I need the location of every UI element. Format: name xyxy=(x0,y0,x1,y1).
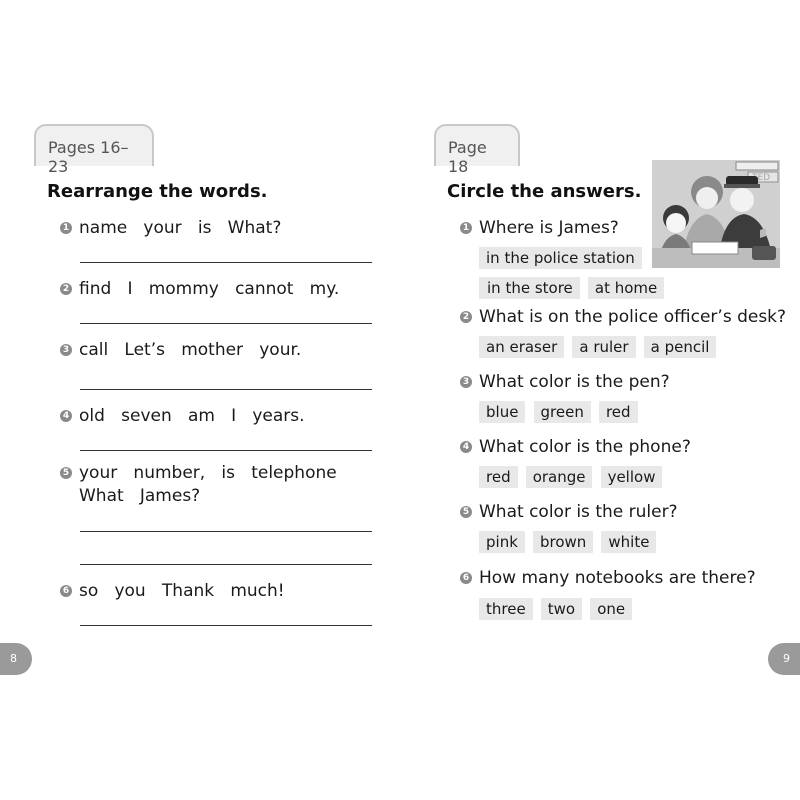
item-number: 5 xyxy=(60,467,72,479)
answer-option[interactable]: pink xyxy=(479,531,525,553)
right-page-heading: Circle the answers. xyxy=(447,181,642,202)
scrambled-words: old seven am I years. xyxy=(79,406,305,426)
answer-option[interactable]: three xyxy=(479,598,533,620)
answer-line[interactable] xyxy=(80,323,372,324)
item-number: 6 xyxy=(60,585,72,597)
answer-line[interactable] xyxy=(80,262,372,263)
answer-line[interactable] xyxy=(80,450,372,451)
answer-options xyxy=(479,401,641,423)
answer-options xyxy=(479,466,665,488)
answer-line[interactable] xyxy=(80,564,372,565)
question-number: 1 xyxy=(460,222,472,234)
answer-options xyxy=(479,531,659,553)
question-number: 6 xyxy=(460,572,472,584)
rearrange-item xyxy=(60,217,380,267)
answer-option[interactable]: a ruler xyxy=(572,336,635,358)
scrambled-words: name your is What? xyxy=(79,218,282,238)
answer-options xyxy=(479,247,645,269)
page-number-right: 9 xyxy=(768,643,800,675)
answer-option[interactable]: green xyxy=(534,401,591,423)
question-text: What color is the pen? xyxy=(479,372,670,392)
item-number: 3 xyxy=(60,344,72,356)
question-number: 3 xyxy=(460,376,472,388)
right-page-tab xyxy=(434,124,520,176)
answer-line[interactable] xyxy=(80,389,372,390)
answer-option[interactable]: an eraser xyxy=(479,336,564,358)
left-page-tab-label: Pages 16–23 xyxy=(48,138,129,176)
answer-option[interactable]: white xyxy=(601,531,656,553)
scrambled-words: find I mommy cannot my. xyxy=(79,279,340,299)
answer-options xyxy=(479,598,635,620)
answer-option[interactable]: in the store xyxy=(479,277,580,299)
question-text: How many notebooks are there? xyxy=(479,568,756,588)
answer-option[interactable]: red xyxy=(599,401,638,423)
item-number: 1 xyxy=(60,222,72,234)
right-page-tab-label: Page 18 xyxy=(448,138,487,176)
question-text: What color is the phone? xyxy=(479,437,691,457)
answer-option[interactable]: in the police station xyxy=(479,247,642,269)
rearrange-item xyxy=(60,462,380,512)
left-page-heading: Rearrange the words. xyxy=(47,181,268,202)
answer-option[interactable]: brown xyxy=(533,531,593,553)
answer-options xyxy=(479,336,719,358)
rearrange-item xyxy=(60,278,380,328)
scrambled-words: so you Thank much! xyxy=(79,581,285,601)
answer-option[interactable]: at home xyxy=(588,277,664,299)
answer-option[interactable]: yellow xyxy=(601,466,663,488)
answer-option[interactable]: a pencil xyxy=(644,336,717,358)
question-text: Where is James? xyxy=(479,218,619,238)
answer-line[interactable] xyxy=(80,625,372,626)
answer-options xyxy=(479,277,667,299)
question-number: 5 xyxy=(460,506,472,518)
scrambled-words: call Let’s mother your. xyxy=(79,340,302,360)
answer-line[interactable] xyxy=(80,531,372,532)
rearrange-item xyxy=(60,580,380,630)
answer-option[interactable]: two xyxy=(541,598,582,620)
answer-option[interactable]: red xyxy=(479,466,518,488)
answer-option[interactable]: orange xyxy=(526,466,593,488)
page-number-left: 8 xyxy=(0,643,32,675)
answer-option[interactable]: one xyxy=(590,598,632,620)
question-text: What is on the police officer’s desk? xyxy=(479,307,787,327)
question-number: 4 xyxy=(460,441,472,453)
question-number: 2 xyxy=(460,311,472,323)
question-text: What color is the ruler? xyxy=(479,502,678,522)
item-number: 2 xyxy=(60,283,72,295)
scrambled-words: your number, is telephone What James? xyxy=(79,463,337,506)
police-station-scene xyxy=(652,160,780,268)
left-page-tab xyxy=(34,124,154,176)
police-station-illustration xyxy=(652,160,780,268)
rearrange-item xyxy=(60,339,380,389)
rearrange-item xyxy=(60,405,380,455)
item-number: 4 xyxy=(60,410,72,422)
answer-option[interactable]: blue xyxy=(479,401,525,423)
